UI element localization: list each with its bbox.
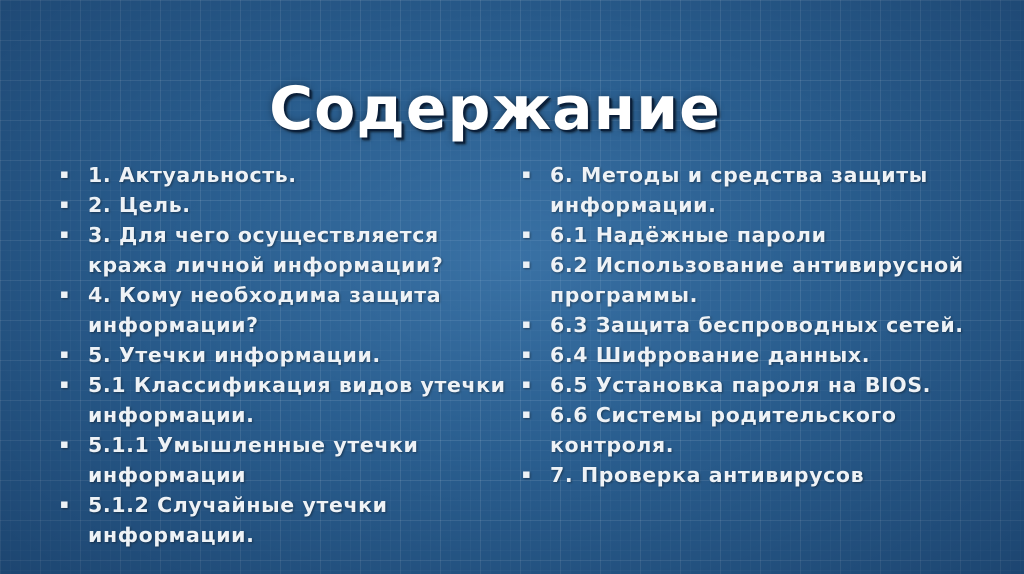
list-item (58, 340, 518, 370)
list-item-text: 6.1 Надёжные пароли (550, 223, 827, 247)
contents-list-left (58, 160, 518, 550)
list-item (58, 190, 518, 220)
list-item-text: 6.6 Системы родительского контроля. (550, 403, 897, 457)
square-bullet-icon: ▪ (60, 167, 70, 182)
list-item (520, 340, 1010, 370)
list-item-text: 6.4 Шифрование данных. (550, 343, 871, 367)
list-item (520, 250, 1010, 310)
list-item (58, 160, 518, 190)
square-bullet-icon: ▪ (522, 227, 532, 242)
list-item (520, 400, 1010, 460)
list-item-text: 6. Методы и средства защиты информации. (550, 163, 928, 217)
square-bullet-icon: ▪ (60, 437, 70, 452)
list-item-text: 6.3 Защита беспроводных сетей. (550, 313, 964, 337)
list-item (520, 310, 1010, 340)
square-bullet-icon: ▪ (60, 287, 70, 302)
list-item-text: 4. Кому необходима защита информации? (88, 283, 442, 337)
list-item-text: 5.1 Классификация видов утечки информации. (88, 373, 506, 427)
list-item-text: 5. Утечки информации. (88, 343, 381, 367)
square-bullet-icon: ▪ (522, 317, 532, 332)
list-item (520, 370, 1010, 400)
list-item-text: 6.2 Использование антивирусной программы. (550, 253, 964, 307)
square-bullet-icon: ▪ (522, 467, 532, 482)
list-item (520, 160, 1010, 220)
square-bullet-icon: ▪ (60, 197, 70, 212)
square-bullet-icon: ▪ (60, 347, 70, 362)
square-bullet-icon: ▪ (60, 497, 70, 512)
list-item-text: 3. Для чего осуществляется кража личной информации? (88, 223, 444, 277)
contents-list-right (520, 160, 1010, 490)
list-item (58, 490, 518, 550)
square-bullet-icon: ▪ (60, 377, 70, 392)
slide-title: Содержание (269, 74, 721, 144)
list-item (58, 430, 518, 490)
list-item (520, 220, 1010, 250)
list-item-text: 5.1.1 Умышленные утечки информации (88, 433, 419, 487)
square-bullet-icon: ▪ (60, 227, 70, 242)
list-item-text: 2. Цель. (88, 193, 191, 217)
list-item-text: 6.5 Установка пароля на BIOS. (550, 373, 932, 397)
square-bullet-icon: ▪ (522, 257, 532, 272)
square-bullet-icon: ▪ (522, 167, 532, 182)
square-bullet-icon: ▪ (522, 377, 532, 392)
list-item (520, 460, 1010, 490)
list-item (58, 220, 518, 280)
list-item-text: 5.1.2 Случайные утечки информации. (88, 493, 388, 547)
list-item (58, 280, 518, 340)
square-bullet-icon: ▪ (522, 347, 532, 362)
list-item-text: 7. Проверка антивирусов (550, 463, 865, 487)
square-bullet-icon: ▪ (522, 407, 532, 422)
list-item-text: 1. Актуальность. (88, 163, 297, 187)
list-item (58, 370, 518, 430)
